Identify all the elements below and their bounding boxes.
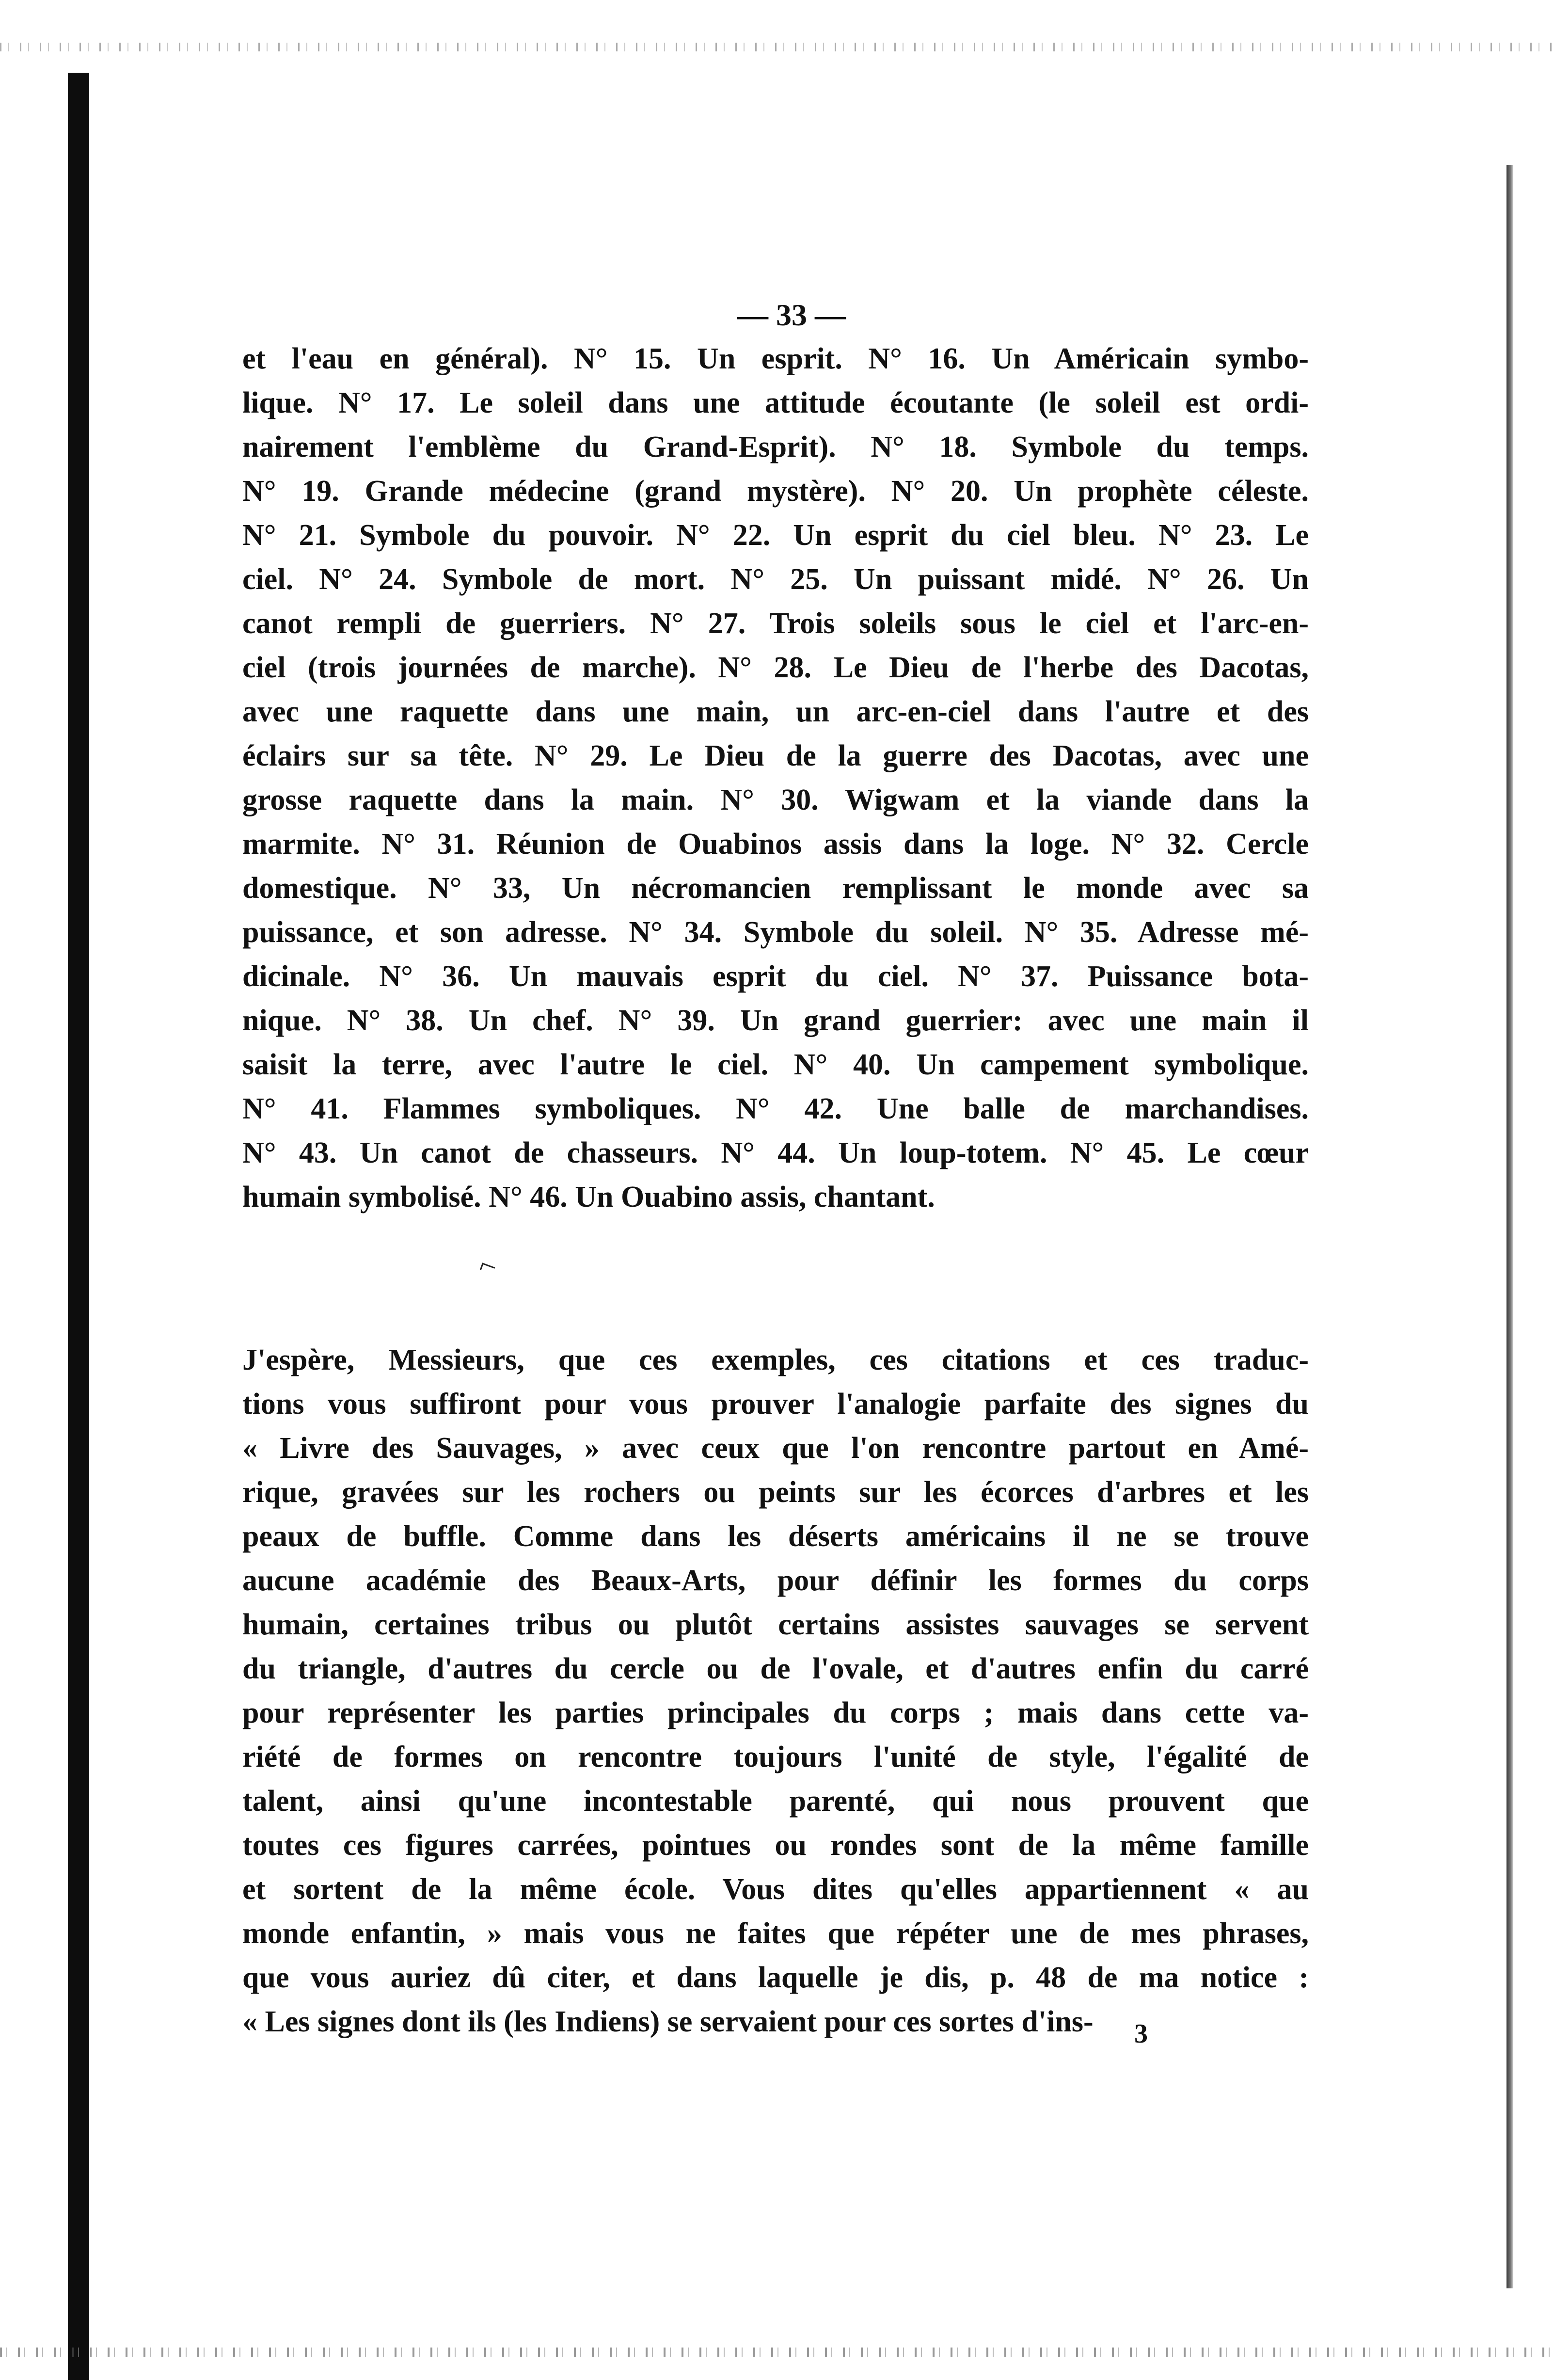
text-line: et sortent de la même école. Vous dites qu'elles appartiennent « au [242,1873,1309,1906]
text-line: monde enfantin, » mais vous ne faites que répéter une de mes phrases, [242,1917,1309,1950]
text-line: tions vous suffiront pour vous prouver l'analogie parfaite des signes du [242,1388,1309,1421]
text-line: dicinale. N° 36. Un mauvais esprit du ciel. N° 37. Puissance bota- [242,960,1309,993]
text-line: du triangle, d'autres du cercle ou de l'ovale, et d'autres enfin du carré [242,1652,1309,1685]
text-line: rique, gravées sur les rochers ou peints sur les écorces d'arbres et les [242,1476,1309,1509]
text-line: domestique. N° 33, Un nécromancien remplissant le monde avec sa [242,872,1309,905]
text-line: N° 19. Grande médecine (grand mystère). N° 20. Un prophète céleste. [242,475,1309,508]
text-line: toutes ces figures carrées, pointues ou rondes sont de la même famille [242,1829,1309,1862]
text-line: nique. N° 38. Un chef. N° 39. Un grand guerrier: avec une main il [242,1004,1309,1037]
text-line: que vous auriez dû citer, et dans laquelle je dis, p. 48 de ma notice : [242,1961,1309,1994]
text-line: talent, ainsi qu'une incontestable parenté, qui nous prouvent que [242,1785,1309,1818]
text-line: peaux de buffle. Comme dans les déserts américains il ne se trouve [242,1520,1309,1553]
text-line: N° 41. Flammes symboliques. N° 42. Une balle de marchandises. [242,1092,1309,1125]
text-line: humain, certaines tribus ou plutôt certains assistes sauvages se servent [242,1608,1309,1641]
binding-shadow [68,73,89,2380]
signature-folio: 3 [1134,2019,1148,2049]
text-line: pour représenter les parties principales du corps ; mais dans cette va- [242,1696,1309,1729]
text-line: « Les signes dont ils (les Indiens) se servaient pour ces sortes d'ins- [242,2005,1094,2038]
text-line: éclairs sur sa tête. N° 29. Le Dieu de la guerre des Dacotas, avec une [242,739,1309,772]
text-line: ciel. N° 24. Symbole de mort. N° 25. Un puissant midé. N° 26. Un [242,563,1309,596]
text-line: nairement l'emblème du Grand-Esprit). N° 18. Symbole du temps. [242,431,1309,463]
text-line: riété de formes on rencontre toujours l'unité de style, l'égalité de [242,1741,1309,1773]
scan-noise-top [0,43,1554,51]
text-line: N° 43. Un canot de chasseurs. N° 44. Un loup-totem. N° 45. Le cœur [242,1136,1309,1169]
text-line: N° 21. Symbole du pouvoir. N° 22. Un esprit du ciel bleu. N° 23. Le [242,519,1309,552]
text-line: saisit la terre, avec l'autre le ciel. N° 40. Un campement symbolique. [242,1048,1309,1081]
text-line: « Livre des Sauvages, » avec ceux que l'on rencontre partout en Amé- [242,1432,1309,1465]
text-line: et l'eau en général). N° 15. Un esprit. N° 16. Un Américain symbo- [242,342,1309,375]
scan-noise-bottom [0,2348,1554,2357]
text-line: humain symbolisé. N° 46. Un Ouabino assis, chantant. [242,1181,935,1214]
text-line: aucune académie des Beaux-Arts, pour définir les formes du corps [242,1564,1309,1597]
text-line: canot rempli de guerriers. N° 27. Trois soleils sous le ciel et l'arc-en- [242,607,1309,640]
text-line: marmite. N° 31. Réunion de Ouabinos assis dans la loge. N° 32. Cercle [242,828,1309,861]
paragraph-list-of-signs [242,337,1309,1219]
text-line: puissance, et son adresse. N° 34. Symbole du soleil. N° 35. Adresse mé- [242,916,1309,949]
text-line: ciel (trois journées de marche). N° 28. Le Dieu de l'herbe des Dacotas, [242,651,1309,684]
page-number: — 33 — [737,298,846,332]
text-line: lique. N° 17. Le soleil dans une attitude écoutante (le soleil est ordi- [242,386,1309,419]
page-edge-shadow [1506,165,1513,2288]
text-line: grosse raquette dans la main. N° 30. Wigwam et la viande dans la [242,783,1309,816]
stray-mark-icon: ⌐ [475,1247,502,1284]
text-line: J'espère, Messieurs, que ces exemples, ces citations et ces traduc- [242,1343,1309,1376]
paragraph-argument [242,1338,1309,2044]
text-line: avec une raquette dans une main, un arc-en-ciel dans l'autre et des [242,695,1309,728]
